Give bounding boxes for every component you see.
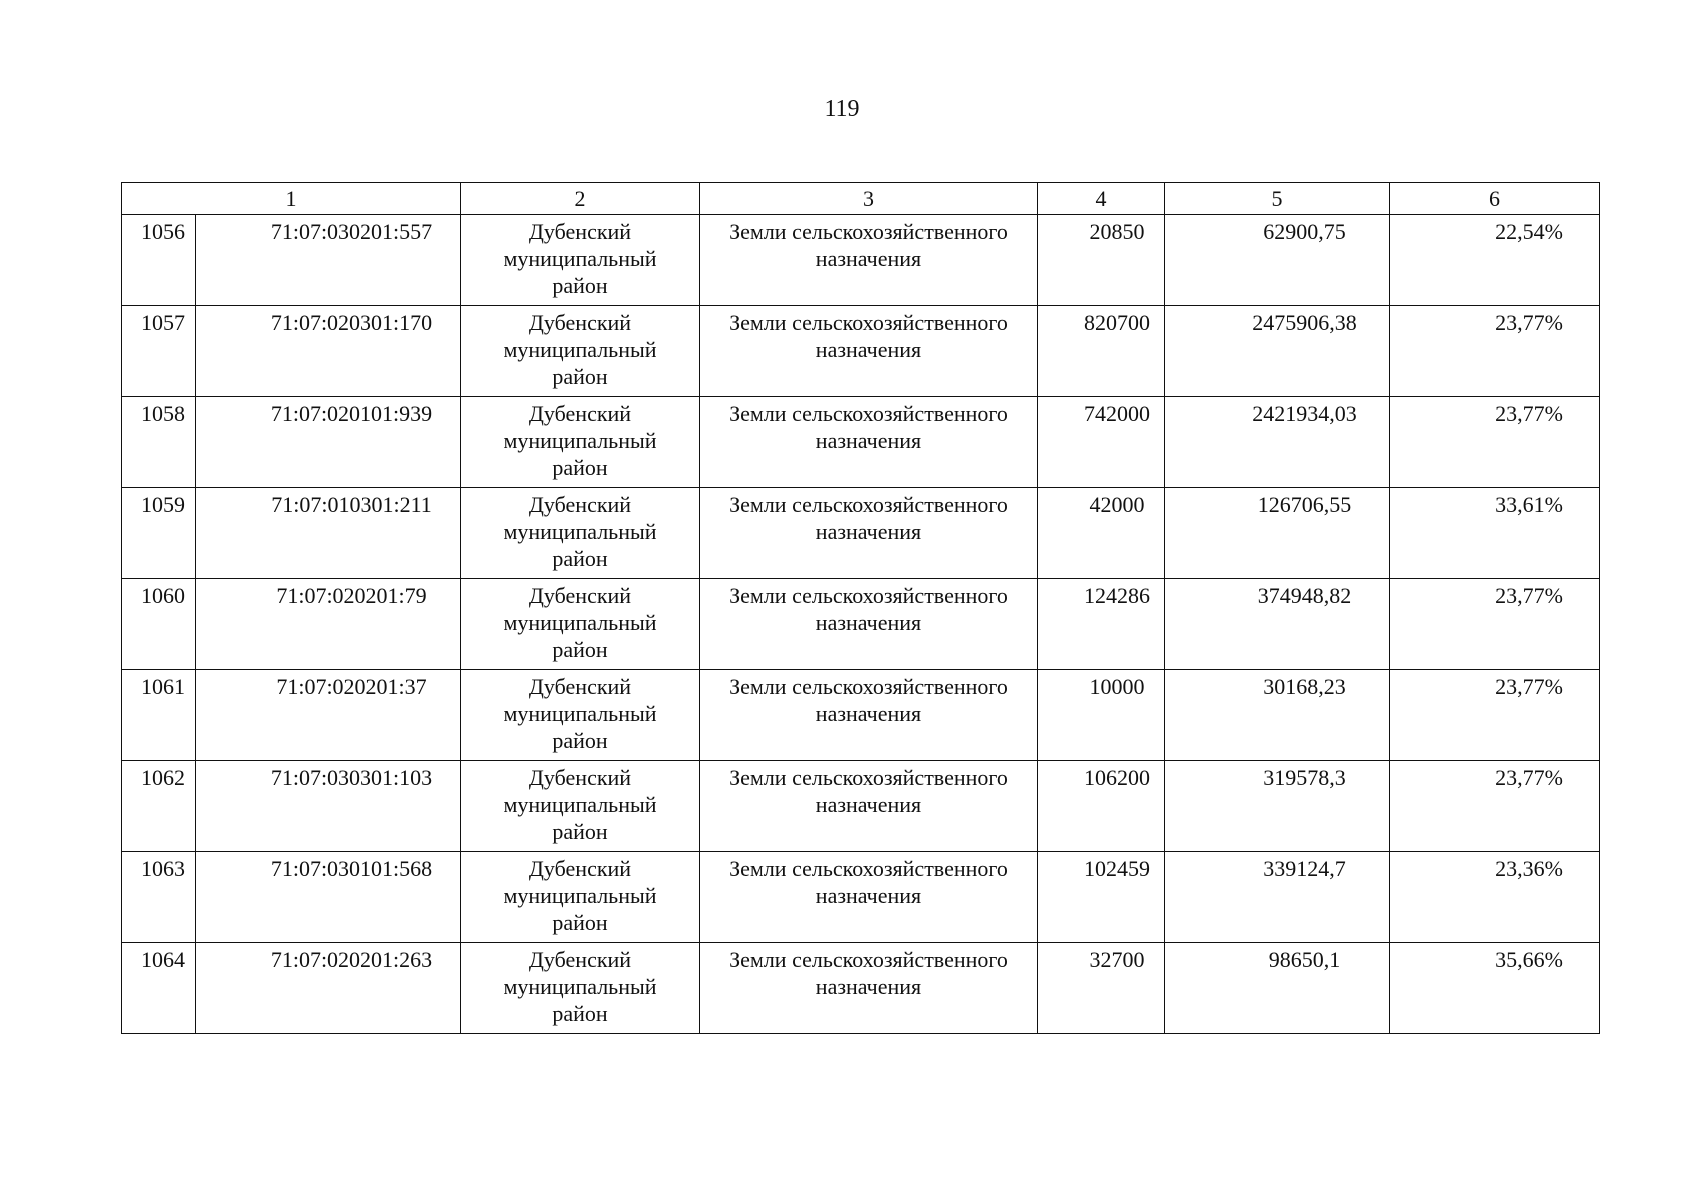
page-number: 119: [824, 96, 860, 122]
cost-cell: 2421934,03: [1165, 397, 1390, 488]
table-row: [122, 306, 1600, 397]
land-plots-table: [121, 182, 1600, 1034]
cadastral-number: 71:07:010301:211: [196, 488, 461, 579]
region-cell: [461, 852, 700, 943]
category-line: назначения: [815, 610, 922, 635]
category-cell: [700, 488, 1038, 579]
cost-cell: 319578,3: [1165, 761, 1390, 852]
header-row: [122, 183, 1600, 215]
category-cell: [700, 579, 1038, 670]
row-number: 1063: [122, 852, 196, 943]
cost-cell: 126706,55: [1165, 488, 1390, 579]
table-row: [122, 943, 1600, 1034]
header-col-5: 5: [1165, 183, 1390, 215]
category-line: назначения: [815, 519, 922, 544]
area-cell: 820700: [1038, 306, 1165, 397]
region-cell: [461, 943, 700, 1034]
cadastral-number: 71:07:030301:103: [196, 761, 461, 852]
category-line: назначения: [815, 974, 922, 999]
category-line: Земли сельскохозяйственного: [729, 765, 1008, 790]
region-line: Дубенский: [528, 674, 632, 699]
percent-cell: 22,54%: [1390, 215, 1600, 306]
region-line: район: [552, 819, 608, 844]
region-line: район: [552, 1001, 608, 1026]
region-cell: [461, 215, 700, 306]
category-line: Земли сельскохозяйственного: [729, 583, 1008, 608]
cadastral-number: 71:07:020101:939: [196, 397, 461, 488]
region-line: муниципальный: [503, 337, 657, 362]
area-cell: 32700: [1038, 943, 1165, 1034]
region-cell: [461, 670, 700, 761]
region-line: Дубенский: [528, 492, 632, 517]
region-cell: [461, 579, 700, 670]
header-col-2: 2: [461, 183, 700, 215]
region-line: Дубенский: [528, 856, 632, 881]
cadastral-number: 71:07:020301:170: [196, 306, 461, 397]
header-col-6: 6: [1390, 183, 1600, 215]
category-cell: [700, 943, 1038, 1034]
region-line: муниципальный: [503, 792, 657, 817]
row-number: 1056: [122, 215, 196, 306]
percent-cell: 35,66%: [1390, 943, 1600, 1034]
category-line: Земли сельскохозяйственного: [729, 401, 1008, 426]
cost-cell: 374948,82: [1165, 579, 1390, 670]
region-line: Дубенский: [528, 310, 632, 335]
row-number: 1057: [122, 306, 196, 397]
cadastral-number: 71:07:020201:79: [196, 579, 461, 670]
region-line: муниципальный: [503, 974, 657, 999]
area-cell: 42000: [1038, 488, 1165, 579]
cost-cell: 98650,1: [1165, 943, 1390, 1034]
region-line: муниципальный: [503, 883, 657, 908]
category-cell: [700, 306, 1038, 397]
category-line: Земли сельскохозяйственного: [729, 310, 1008, 335]
region-line: район: [552, 273, 608, 298]
row-number: 1060: [122, 579, 196, 670]
region-line: район: [552, 637, 608, 662]
region-cell: [461, 761, 700, 852]
area-cell: 102459: [1038, 852, 1165, 943]
area-cell: 10000: [1038, 670, 1165, 761]
category-line: Земли сельскохозяйственного: [729, 856, 1008, 881]
table-row: [122, 579, 1600, 670]
table-row: [122, 670, 1600, 761]
header-col-3: 3: [700, 183, 1038, 215]
region-cell: [461, 488, 700, 579]
header-col-4: 4: [1038, 183, 1165, 215]
cost-cell: 30168,23: [1165, 670, 1390, 761]
category-cell: [700, 670, 1038, 761]
region-line: муниципальный: [503, 428, 657, 453]
region-line: Дубенский: [528, 583, 632, 608]
category-line: назначения: [815, 792, 922, 817]
region-line: Дубенский: [528, 401, 632, 426]
region-line: Дубенский: [528, 947, 632, 972]
region-line: район: [552, 364, 608, 389]
percent-cell: 23,77%: [1390, 306, 1600, 397]
region-line: Дубенский: [528, 765, 632, 790]
region-line: муниципальный: [503, 701, 657, 726]
row-number: 1058: [122, 397, 196, 488]
cadastral-number: 71:07:020201:263: [196, 943, 461, 1034]
cost-cell: 62900,75: [1165, 215, 1390, 306]
header-col-1: 1: [122, 183, 461, 215]
cadastral-number: 71:07:030101:568: [196, 852, 461, 943]
category-line: назначения: [815, 246, 922, 271]
area-cell: 20850: [1038, 215, 1165, 306]
row-number: 1062: [122, 761, 196, 852]
category-line: назначения: [815, 883, 922, 908]
category-line: назначения: [815, 337, 922, 362]
region-line: муниципальный: [503, 610, 657, 635]
category-cell: [700, 852, 1038, 943]
percent-cell: 23,77%: [1390, 761, 1600, 852]
percent-cell: 23,77%: [1390, 579, 1600, 670]
region-line: Дубенский: [528, 219, 632, 244]
cost-cell: 2475906,38: [1165, 306, 1390, 397]
percent-cell: 23,77%: [1390, 670, 1600, 761]
category-line: назначения: [815, 701, 922, 726]
area-cell: 742000: [1038, 397, 1165, 488]
percent-cell: 23,36%: [1390, 852, 1600, 943]
category-line: назначения: [815, 428, 922, 453]
category-cell: [700, 761, 1038, 852]
table-row: [122, 215, 1600, 306]
table-row: [122, 761, 1600, 852]
region-cell: [461, 397, 700, 488]
cadastral-number: 71:07:030201:557: [196, 215, 461, 306]
region-line: муниципальный: [503, 519, 657, 544]
region-line: район: [552, 455, 608, 480]
region-line: район: [552, 728, 608, 753]
table-row: [122, 852, 1600, 943]
category-line: Земли сельскохозяйственного: [729, 492, 1008, 517]
cadastral-number: 71:07:020201:37: [196, 670, 461, 761]
row-number: 1061: [122, 670, 196, 761]
category-line: Земли сельскохозяйственного: [729, 947, 1008, 972]
area-cell: 124286: [1038, 579, 1165, 670]
region-line: район: [552, 546, 608, 571]
category-line: Земли сельскохозяйственного: [729, 219, 1008, 244]
table-row: [122, 488, 1600, 579]
area-cell: 106200: [1038, 761, 1165, 852]
percent-cell: 23,77%: [1390, 397, 1600, 488]
category-cell: [700, 215, 1038, 306]
region-cell: [461, 306, 700, 397]
percent-cell: 33,61%: [1390, 488, 1600, 579]
table-row: [122, 397, 1600, 488]
row-number: 1059: [122, 488, 196, 579]
region-line: район: [552, 910, 608, 935]
category-cell: [700, 397, 1038, 488]
region-line: муниципальный: [503, 246, 657, 271]
cost-cell: 339124,7: [1165, 852, 1390, 943]
category-line: Земли сельскохозяйственного: [729, 674, 1008, 699]
row-number: 1064: [122, 943, 196, 1034]
